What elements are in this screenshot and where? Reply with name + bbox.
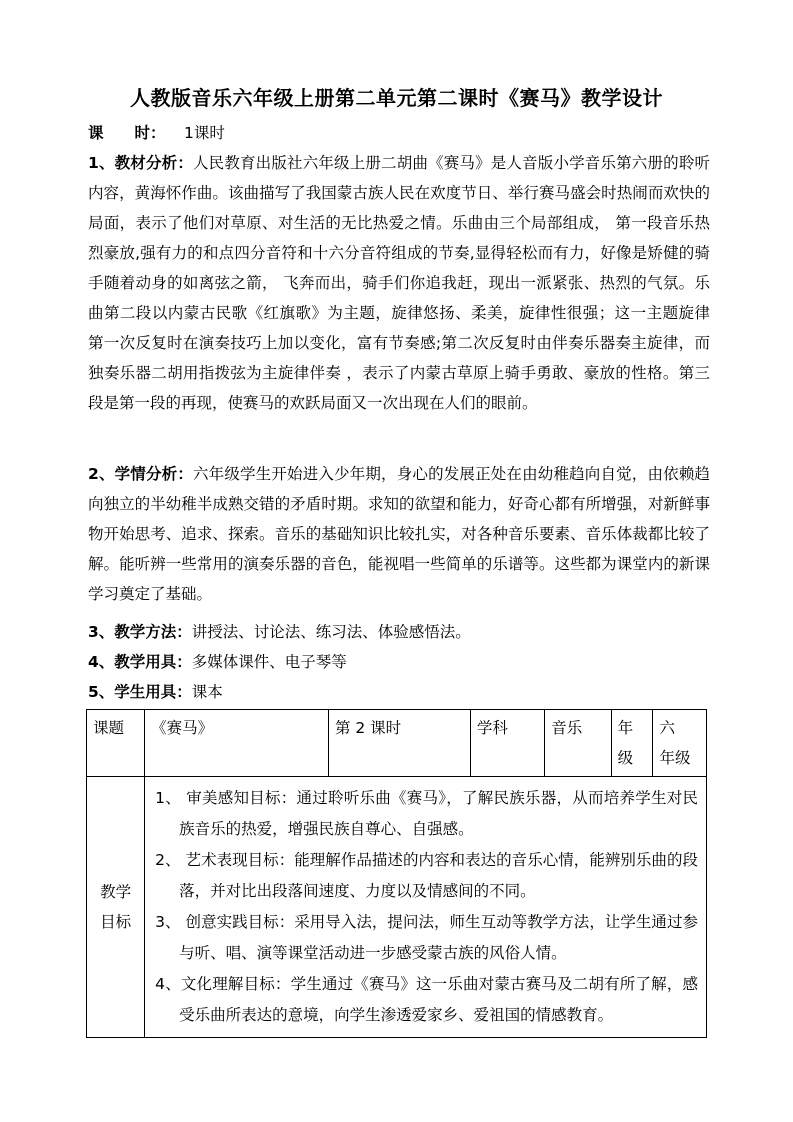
section-label: 1、教材分析： — [88, 154, 193, 172]
class-hours-line — [88, 118, 710, 148]
section-label: 5、学生用具： — [88, 683, 192, 701]
topic-value-cell: 《赛马》 — [145, 710, 329, 777]
goal-item: 1、 审美感知目标：通过聆听乐曲《赛马》，了解民族乐器，从而培养学生对民族音乐的热爱，增强民族自尊心、自强感。 — [155, 789, 698, 838]
document-title: 人教版音乐六年级上册第二单元第二课时《赛马》教学设计 — [130, 86, 663, 110]
section-label: 2、学情分析： — [88, 465, 193, 483]
table-row — [87, 777, 707, 1038]
class-hours-label: 课 时： — [88, 124, 166, 142]
section-textbook-analysis — [88, 148, 710, 418]
section-student-tools — [88, 677, 710, 707]
subject-value-cell: 音乐 — [545, 710, 611, 777]
section-text: 课本 — [191, 683, 223, 701]
table-row — [87, 710, 707, 777]
goals-cell — [145, 777, 707, 1038]
grade-value-cell: 六 年级 — [653, 710, 707, 777]
class-hours-value: 1课时 — [184, 124, 225, 142]
section-text: 人民教育出版社六年级上册二胡曲《赛马》是人音版小学音乐第六册的聆听内容，黄海怀作曲。该曲描写了我国蒙古族人民在欢度节日、举行赛马盛会时热闹而欢快的局面，表示了他们对草原、对生活的无比热爱之情。乐曲由三个局部组成， 第一段音乐热烈豪放,强有力的和点四分音符和十六分音符组成的节奏,显得轻松而有力，好像是矫健的骑手随着动身的如离弦之箭， 飞奔而出，骑手们你追我赶，现出一派紧张、热烈的气氛。乐曲第二段以内蒙古民歌《红旗歌》为主题，旋律悠扬、柔美，旋律性很强；这一主题旋律 第一次反复时在演奏技巧上加以变化，富有节奏感;第二次反复时由伴奏乐器奏主旋律，而独奏乐器二胡用指拨弦为主旋律伴奏 ，表示了内蒙古草原上骑手勇敢、豪放的性格。第三段是第一段的再现，使赛马的欢跃局面又一次出现在人们的眼前。 — [88, 154, 710, 412]
section-text: 讲授法、讨论法、练习法、体验感悟法。 — [191, 623, 471, 641]
topic-label-cell: 课题 — [87, 710, 145, 777]
section-teaching-methods — [88, 617, 710, 647]
goal-item: 2、 艺术表现目标：能理解作品描述的内容和表达的音乐心情，能辨别乐曲的段落，并对比出段落间速度、力度以及情感间的不同。 — [155, 851, 698, 900]
goal-item: 3、 创意实践目标：采用导入法，提问法，师生互动等教学方法，让学生通过参与听、唱、演等课堂活动进一步感受蒙古族的风俗人情。 — [155, 913, 698, 962]
section-teaching-tools — [88, 647, 710, 677]
section-label: 3、教学方法： — [88, 623, 192, 641]
section-text: 多媒体课件、电子琴等 — [191, 653, 347, 671]
subject-label-cell: 学科 — [470, 710, 544, 777]
goal-item: 4、文化理解目标：学生通过《赛马》这一乐曲对蒙古赛马及二胡有所了解，感受乐曲所表达的意境，向学生渗透爱家乡、爱祖国的情感教育。 — [155, 975, 698, 1024]
lesson-info-table — [86, 709, 707, 1038]
section-label: 4、教学用具： — [88, 653, 192, 671]
goals-label-cell: 教学目标 — [87, 777, 145, 1038]
lesson-number-cell: 第 2 课时 — [328, 710, 470, 777]
section-text: 六年级学生开始进入少年期，身心的发展正处在由幼稚趋向自觉，由依赖趋向独立的半幼稚半成熟交错的矛盾时期。求知的欲望和能力，好奇心都有所增强，对新鲜事物开始思考、追求、探索。音乐的基础知识比较扎实，对各种音乐要素、音乐体裁都比较了解。能听辨一些常用的演奏乐器的音色，能视唱一些简单的乐谱等。这些都为课堂内的新课学习奠定了基础。 — [88, 465, 710, 603]
grade-label-cell: 年级 — [611, 710, 653, 777]
section-student-analysis — [88, 459, 710, 609]
